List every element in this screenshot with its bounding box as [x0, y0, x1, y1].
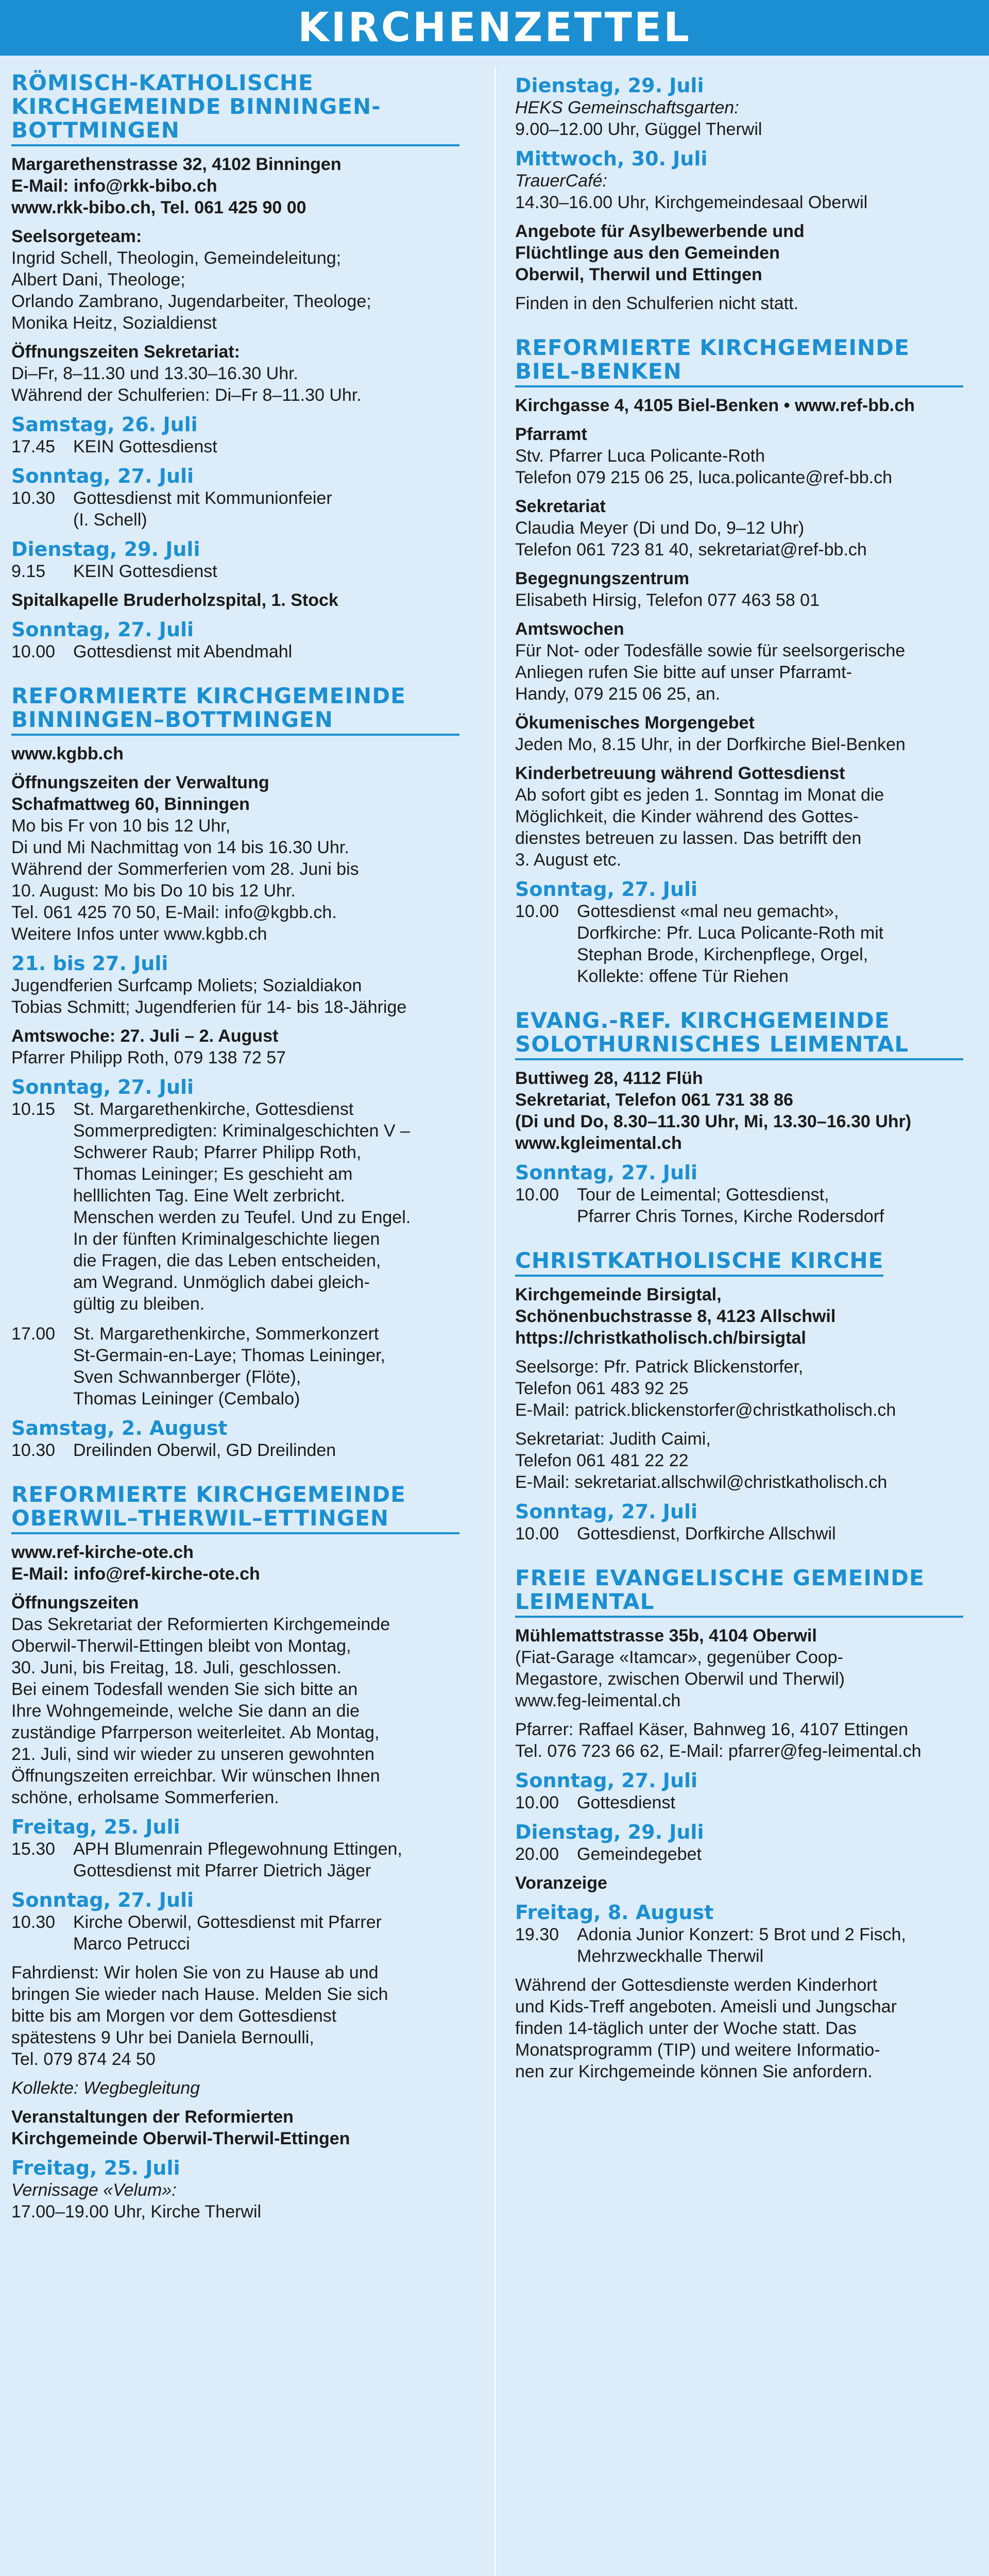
event-day — [11, 618, 459, 663]
right-column — [515, 71, 963, 2104]
event-date: 21. bis 27. Juli — [11, 952, 168, 975]
event-day — [11, 465, 459, 531]
info-line: Sekretariat — [515, 497, 606, 516]
info-line: Orlando Zambrano, Jugendarbeiter, Theologe; — [11, 292, 371, 311]
event-description: Kirche Oberwil, Gottesdienst mit Pfarrer Marco Petrucci — [73, 1912, 382, 1954]
info-line: Pfarrer: Raffael Käser, Bahnweg 16, 4107 Ettingen — [515, 1720, 908, 1739]
info-block — [515, 1974, 963, 2082]
event-description: Gottesdienst mit Abendmahl — [73, 642, 293, 662]
info-line: dienstes betreuen zu lassen. Das betrifft den — [515, 828, 862, 848]
info-line: (Di und Do, 8.30–11.30 Uhr, Mi, 13.30–16.30 Uhr) — [515, 1112, 912, 1131]
info-line: www.kgbb.ch — [11, 744, 124, 764]
info-line: Spitalkapelle Bruderholzspital, 1. Stock — [11, 590, 338, 610]
info-line: www.feg-leimental.ch — [515, 1691, 681, 1710]
event-day — [515, 1769, 963, 1814]
info-line: Telefon 061 483 92 25 — [515, 1379, 689, 1398]
info-line: Margarethenstrasse 32, 4102 Binningen — [11, 155, 342, 174]
info-block — [11, 1541, 459, 1585]
info-line: Möglichkeit, die Kinder während des Gottes- — [515, 807, 859, 826]
info-block — [515, 423, 963, 488]
info-line: Während der Sommerferien vom 28. Juni bis — [11, 859, 359, 879]
event-row — [515, 1924, 963, 1967]
info-line: Während der Schulferien: Di–Fr 8–11.30 Uhr. — [11, 385, 362, 405]
info-line: Kollekte: Wegbegleitung — [11, 2078, 200, 2098]
event-date: Samstag, 26. Juli — [11, 413, 198, 436]
section-title: FREIE EVANGELISCHE GEMEINDE LEIMENTAL — [515, 1566, 963, 1618]
event-row — [515, 901, 963, 987]
info-line: Kirchgasse 4, 4105 Biel-Benken • www.ref-bb.ch — [515, 396, 915, 415]
info-line: und Kids-Treff angeboten. Ameisli und Jungschar — [515, 1997, 897, 2016]
event-day — [515, 1500, 963, 1545]
info-line: Kinderbetreuung während Gottesdienst — [515, 764, 845, 783]
church-section — [515, 74, 963, 314]
left-column — [11, 71, 459, 2244]
event-day — [515, 1901, 963, 1967]
event-day — [515, 878, 963, 987]
event-date: Sonntag, 27. Juli — [515, 1500, 698, 1523]
info-line: Sekretariat, Telefon 061 731 38 86 — [515, 1090, 793, 1110]
info-line: Seelsorgeteam: — [11, 227, 142, 246]
event-day — [11, 413, 459, 457]
section-title: CHRISTKATHOLISCHE KIRCHE — [515, 1249, 883, 1277]
event-description: APH Blumenrain Pflegewohnung Ettingen, Gottesdienst mit Pfarrer Dietrich Jäger — [73, 1839, 402, 1880]
info-block — [11, 341, 459, 406]
info-line: Telefon 079 215 06 25, luca.policante@ref-bb.ch — [515, 468, 893, 487]
event-row — [515, 1843, 963, 1865]
info-line: Ab sofort gibt es jeden 1. Sonntag im Monat die — [515, 785, 884, 805]
info-block — [11, 772, 459, 945]
info-block — [11, 2077, 459, 2099]
info-line: 21. Juli, sind wir wieder zu unseren gewohnten — [11, 1744, 374, 1764]
info-line: Handy, 079 215 06 25, an. — [515, 684, 721, 704]
event-date: Sonntag, 27. Juli — [11, 1889, 194, 1911]
event-date: Sonntag, 27. Juli — [515, 1161, 698, 1184]
info-block — [515, 568, 963, 611]
info-line: Mo bis Fr von 10 bis 12 Uhr, — [11, 816, 231, 836]
event-date: Sonntag, 27. Juli — [11, 1076, 194, 1098]
info-line: Kirchgemeinde Birsigtal, — [515, 1285, 722, 1304]
church-section — [515, 1249, 963, 1545]
info-block — [515, 712, 963, 755]
info-line: Öffnungszeiten Sekretariat: — [11, 342, 240, 362]
event-day — [515, 1161, 963, 1227]
info-line: Ihre Wohngemeinde, welche Sie dann an die — [11, 1701, 360, 1721]
event-line: 9.00–12.00 Uhr, Güggel Therwil — [515, 120, 762, 139]
event-row — [11, 641, 459, 663]
event-day — [11, 2157, 459, 2223]
event-row — [11, 1098, 459, 1315]
event-row — [11, 1838, 459, 1882]
event-day — [11, 1816, 459, 1882]
info-line: Amtswochen — [515, 619, 624, 639]
event-line: 14.30–16.00 Uhr, Kirchgemeindesaal Oberwil — [515, 193, 868, 212]
info-line: Oberwil-Therwil-Ettingen bleibt von Montag, — [11, 1636, 351, 1656]
event-date: Freitag, 8. August — [515, 1901, 714, 1924]
event-description: KEIN Gottesdienst — [73, 562, 217, 581]
header-banner — [0, 0, 989, 56]
info-line: Telefon 061 481 22 22 — [515, 1451, 689, 1470]
event-line: 17.00–19.00 Uhr, Kirche Therwil — [11, 2202, 262, 2222]
event-description: Gottesdienst mit Kommunionfeier (I. Schell) — [73, 488, 332, 530]
event-time: 10.00 — [11, 642, 56, 662]
section-title: RÖMISCH-KATHOLISCHE KIRCHGEMEINDE BINNINGEN-BOTTMINGEN — [11, 71, 459, 146]
info-line: Pfarramt — [515, 425, 587, 444]
info-line: Schönenbuchstrasse 8, 4123 Allschwil — [515, 1307, 836, 1326]
event-time: 17.00 — [11, 1324, 56, 1344]
event-description: Gemeindegebet — [577, 1844, 702, 1864]
info-line: Voranzeige — [515, 1873, 607, 1893]
event-day — [515, 147, 963, 213]
info-line: Megastore, zwischen Oberwil und Therwil) — [515, 1669, 845, 1689]
event-date: Sonntag, 27. Juli — [515, 1769, 698, 1792]
event-day — [11, 1889, 459, 1955]
info-line: Elisabeth Hirsig, Telefon 077 463 58 01 — [515, 590, 820, 610]
event-description: St. Margarethenkirche, Sommerkonzert St-Germain-en-Laye; Thomas Leininger, Sven Schwannberger (Flöte), Thomas Leininger (Cembalo) — [73, 1324, 386, 1409]
info-line: www.ref-kirche-ote.ch — [11, 1543, 194, 1562]
section-title: REFORMIERTE KIRCHGEMEINDE BINNINGEN–BOTTMINGEN — [11, 684, 459, 736]
info-line: Für Not- oder Todesfälle sowie für seelsorgerische — [515, 641, 906, 660]
info-block — [11, 226, 459, 334]
info-block — [515, 1719, 963, 1762]
info-line: Tel. 061 425 70 50, E-Mail: info@kgbb.ch. — [11, 903, 337, 922]
event-time: 9.15 — [11, 562, 46, 581]
info-block — [515, 762, 963, 871]
info-line: Mühlemattstrasse 35b, 4104 Oberwil — [515, 1626, 817, 1646]
event-row — [11, 561, 459, 582]
event-date: Sonntag, 27. Juli — [11, 465, 194, 487]
info-line: Öffnungszeiten erreichbar. Wir wünschen Ihnen — [11, 1766, 380, 1786]
event-time: 20.00 — [515, 1844, 559, 1864]
info-line: www.kgleimental.ch — [515, 1133, 682, 1153]
info-line: Veranstaltungen der Reformierten — [11, 2107, 294, 2127]
event-title: HEKS Gemeinschaftsgarten: — [515, 98, 739, 117]
event-description: Gottesdienst, Dorfkirche Allschwil — [577, 1524, 836, 1544]
info-block — [11, 1025, 459, 1069]
event-description: KEIN Gottesdienst — [73, 437, 217, 456]
event-title: TrauerCafé: — [515, 171, 607, 191]
info-block — [11, 2106, 459, 2149]
info-line: Monatsprogramm (TIP) und weitere Informatio- — [515, 2040, 880, 2060]
info-line: Jeden Mo, 8.15 Uhr, in der Dorfkirche Biel-Benken — [515, 735, 906, 754]
church-section — [515, 1009, 963, 1227]
info-line: Fahrdienst: Wir holen Sie von zu Hause ab und — [11, 1963, 379, 1982]
event-day — [11, 952, 459, 1018]
info-line: Öffnungszeiten — [11, 1593, 139, 1613]
event-time: 10.30 — [11, 1912, 56, 1932]
info-line: 10. August: Mo bis Do 10 bis 12 Uhr. — [11, 881, 296, 901]
info-block — [515, 1356, 963, 1421]
info-line: bitte bis am Morgen vor dem Gottesdienst — [11, 2006, 337, 2026]
church-section — [11, 71, 459, 663]
info-line: Sekretariat: Judith Caimi, — [515, 1429, 711, 1449]
page-title: KIRCHENZETTEL — [298, 5, 691, 51]
info-line: Angebote für Asylbewerbende und — [515, 222, 805, 241]
info-line: https://christkatholisch.ch/birsigtal — [515, 1328, 806, 1348]
event-date: Sonntag, 27. Juli — [11, 618, 194, 641]
section-title: EVANG.-REF. KIRCHGEMEINDE SOLOTHURNISCHES LEIMENTAL — [515, 1009, 963, 1060]
info-block — [515, 1284, 963, 1349]
event-date: Mittwoch, 30. Juli — [515, 147, 708, 170]
event-date: Freitag, 25. Juli — [11, 1816, 180, 1838]
event-day — [11, 1417, 459, 1461]
info-line: Seelsorge: Pfr. Patrick Blickenstorfer, — [515, 1357, 804, 1377]
event-row — [515, 1184, 963, 1227]
event-row — [11, 1323, 459, 1410]
info-line: Albert Dani, Theologe; — [11, 270, 185, 290]
info-block — [515, 1067, 963, 1154]
info-line: finden 14-täglich unter der Woche statt. Das — [515, 2019, 857, 2038]
event-time: 17.45 — [11, 437, 56, 456]
info-block — [11, 743, 459, 765]
info-line: Ingrid Schell, Theologin, Gemeindeleitung; — [11, 248, 342, 268]
info-line: nen zur Kirchgemeinde können Sie anfordern. — [515, 2062, 873, 2081]
info-block — [515, 1872, 963, 1894]
info-block — [11, 1592, 459, 1808]
event-description: Gottesdienst «mal neu gemacht», Dorfkirche: Pfr. Luca Policante-Roth mit Stephan Brode, Kirchenpflege, Orgel, Kollekte: offene Tür Riehen — [577, 902, 884, 986]
info-line: Kirchgemeinde Oberwil-Therwil-Ettingen — [11, 2129, 350, 2148]
event-time: 10.00 — [515, 1185, 559, 1205]
info-block — [515, 1625, 963, 1711]
info-line: Anliegen rufen Sie bitte auf unser Pfarramt- — [515, 663, 852, 682]
info-line: (Fiat-Garage «Itamcar», gegenüber Coop- — [515, 1648, 843, 1667]
info-line: Öffnungszeiten der Verwaltung — [11, 773, 269, 792]
event-title: Vernissage «Velum»: — [11, 2180, 177, 2200]
info-line: 30. Juni, bis Freitag, 18. Juli, geschlossen. — [11, 1658, 342, 1677]
info-line: Di–Fr, 8–11.30 und 13.30–16.30 Uhr. — [11, 364, 298, 383]
event-date: Samstag, 2. August — [11, 1417, 228, 1439]
info-line: Bei einem Todesfall wenden Sie sich bitte an — [11, 1680, 358, 1699]
event-row — [11, 1911, 459, 1955]
info-line: Schafmattweg 60, Binningen — [11, 794, 250, 814]
event-time: 10.15 — [11, 1099, 56, 1119]
event-day — [11, 1076, 459, 1410]
church-section — [11, 684, 459, 1461]
info-line: Weitere Infos unter www.kgbb.ch — [11, 924, 267, 944]
info-block — [515, 221, 963, 285]
event-time: 10.30 — [11, 1440, 56, 1460]
info-block — [515, 496, 963, 561]
event-description: St. Margarethenkirche, Gottesdienst Sommerpredigten: Kriminalgeschichten V – Schwerer Raub; Pfarrer Philipp Roth, Thomas Leininger; Es geschieht am helllichten Tag. Eine Welt zerbricht. Menschen werden zu Teufel. Und zu Engel. In der fünften Kriminalgeschichte liegen die Fragen, die das Leben entscheiden, am Wegrand. Unmöglich dabei gleich- gültig zu bleiben. — [73, 1099, 411, 1314]
info-line: E-Mail: info@ref-kirche-ote.ch — [11, 1564, 260, 1584]
section-title: REFORMIERTE KIRCHGEMEINDE OBERWIL–THERWIL–ETTINGEN — [11, 1483, 459, 1534]
event-day — [515, 1821, 963, 1865]
info-line: Flüchtlinge aus den Gemeinden — [515, 243, 780, 263]
info-line: Telefon 061 723 81 40, sekretariat@ref-bb.ch — [515, 540, 867, 560]
info-line: Während der Gottesdienste werden Kinderhort — [515, 1975, 878, 1995]
info-line: 3. August etc. — [515, 850, 622, 870]
info-block — [515, 618, 963, 705]
event-description: Tour de Leimental; Gottesdienst, Pfarrer Chris Tornes, Kirche Rodersdorf — [577, 1185, 884, 1226]
info-line: Tel. 079 874 24 50 — [11, 2049, 156, 2069]
info-line: E-Mail: info@rkk-bibo.ch — [11, 176, 217, 196]
event-date: Freitag, 25. Juli — [11, 2157, 180, 2179]
event-time: 10.00 — [515, 902, 559, 921]
event-date: Dienstag, 29. Juli — [515, 1821, 704, 1843]
event-line: Jugendferien Surfcamp Moliets; Sozialdiakon — [11, 976, 362, 995]
info-block — [515, 293, 963, 314]
event-time: 19.30 — [515, 1925, 559, 1944]
event-date: Dienstag, 29. Juli — [11, 538, 200, 561]
info-block — [11, 1962, 459, 2070]
info-line: Tel. 076 723 66 62, E-Mail: pfarrer@feg-leimental.ch — [515, 1741, 922, 1761]
info-line: spätestens 9 Uhr bei Daniela Bernoulli, — [11, 2028, 314, 2047]
info-block — [11, 589, 459, 611]
info-line: Amtswoche: 27. Juli – 2. August — [11, 1026, 279, 1046]
event-time: 10.00 — [515, 1793, 559, 1812]
info-line: Begegnungszentrum — [515, 569, 690, 588]
info-line: Monika Heitz, Sozialdienst — [11, 313, 217, 333]
info-line: Oberwil, Therwil und Ettingen — [515, 265, 762, 284]
info-line: Stv. Pfarrer Luca Policante-Roth — [515, 446, 765, 466]
event-row — [11, 436, 459, 457]
info-line: Di und Mi Nachmittag von 14 bis 16.30 Uhr. — [11, 838, 349, 857]
info-line: Ökumenisches Morgengebet — [515, 713, 755, 733]
event-line: Tobias Schmitt; Jugendferien für 14- bis 18-Jährige — [11, 997, 407, 1017]
info-block — [11, 154, 459, 218]
event-row — [11, 487, 459, 531]
event-description: Adonia Junior Konzert: 5 Brot und 2 Fisch, Mehrzweckhalle Therwil — [577, 1925, 906, 1966]
info-block — [515, 395, 963, 416]
event-time: 10.30 — [11, 488, 56, 508]
event-date: Sonntag, 27. Juli — [515, 878, 698, 901]
event-description: Dreilinden Oberwil, GD Dreilinden — [73, 1440, 336, 1460]
event-row — [11, 1439, 459, 1461]
event-date: Dienstag, 29. Juli — [515, 74, 704, 97]
info-line: www.rkk-bibo.ch, Tel. 061 425 90 00 — [11, 198, 306, 217]
church-section — [515, 1566, 963, 2082]
event-row — [515, 1523, 963, 1545]
event-time: 15.30 — [11, 1839, 56, 1859]
event-time: 10.00 — [515, 1524, 559, 1544]
event-row — [515, 1792, 963, 1814]
info-line: Buttiweg 28, 4112 Flüh — [515, 1069, 703, 1088]
info-line: zuständige Pfarrperson weiterleitet. Ab Montag, — [11, 1723, 380, 1742]
info-line: schöne, erholsame Sommerferien. — [11, 1788, 279, 1807]
info-line: Pfarrer Philipp Roth, 079 138 72 57 — [11, 1048, 286, 1067]
event-day — [515, 74, 963, 140]
info-line: Das Sekretariat der Reformierten Kirchgemeinde — [11, 1615, 390, 1634]
info-line: E-Mail: sekretariat.allschwil@christkatholisch.ch — [515, 1472, 888, 1492]
church-section — [11, 1483, 459, 2223]
church-section — [515, 336, 963, 987]
event-day — [11, 538, 459, 582]
section-title: REFORMIERTE KIRCHGEMEINDE BIEL-BENKEN — [515, 336, 963, 387]
event-description: Gottesdienst — [577, 1793, 675, 1812]
info-line: Finden in den Schulferien nicht statt. — [515, 294, 798, 313]
column-divider — [494, 66, 496, 2576]
info-line: bringen Sie wieder nach Hause. Melden Sie sich — [11, 1985, 388, 2004]
info-line: Claudia Meyer (Di und Do, 9–12 Uhr) — [515, 518, 805, 538]
info-block — [515, 1428, 963, 1493]
info-line: E-Mail: patrick.blickenstorfer@christkatholisch.ch — [515, 1400, 896, 1420]
